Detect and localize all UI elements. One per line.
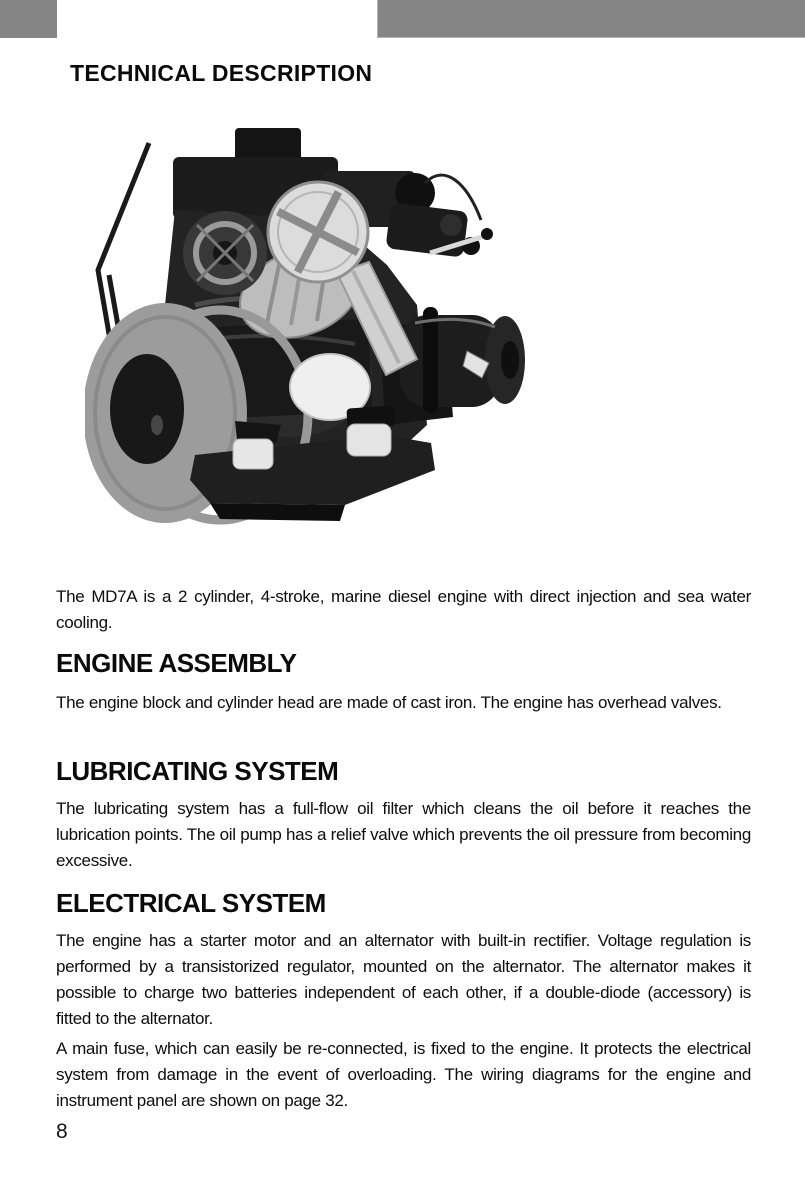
engine-photo-drawing — [85, 125, 545, 530]
header-band-right — [378, 0, 805, 37]
electrical-system-paragraph-1: The engine has a starter motor and an alternator with built-in rectifier. Voltage regulation is performed by a transistorized regulator, mounted on the alternator. The alternator makes it possible to charge two batteries independent of each other, if a double-diode (accessory) is fitted to the alternator. — [56, 931, 751, 1028]
intro-paragraph: The MD7A is a 2 cylinder, 4-stroke, marine diesel engine with direct injection and sea water cooling. — [56, 587, 751, 632]
section-heading-electrical-system: ELECTRICAL SYSTEM — [56, 888, 326, 918]
section-heading-engine-assembly: ENGINE ASSEMBLY — [56, 648, 297, 678]
lubricating-system-paragraph: The lubricating system has a full-flow oil filter which cleans the oil before it reaches the lubrication points. The oil pump has a relief valve which prevents the oil pressure from becoming excessive. — [56, 799, 751, 870]
engine-assembly-paragraph: The engine block and cylinder head are made of cast iron. The engine has overhead valves. — [56, 693, 722, 712]
engine-photo — [85, 125, 545, 530]
header-band-left — [0, 0, 57, 38]
injection-pump — [385, 173, 493, 258]
page-title: TECHNICAL DESCRIPTION — [70, 60, 373, 86]
page-number: 8 — [56, 1120, 68, 1143]
electrical-system-paragraph-2: A main fuse, which can easily be re-connected, is fixed to the engine. It protects the electrical system from damage in the event of overloading. The wiring diagrams for the engine and instrument panel are shown on page 32. — [56, 1039, 751, 1110]
section-heading-lubricating-system: LUBRICATING SYSTEM — [56, 756, 339, 786]
